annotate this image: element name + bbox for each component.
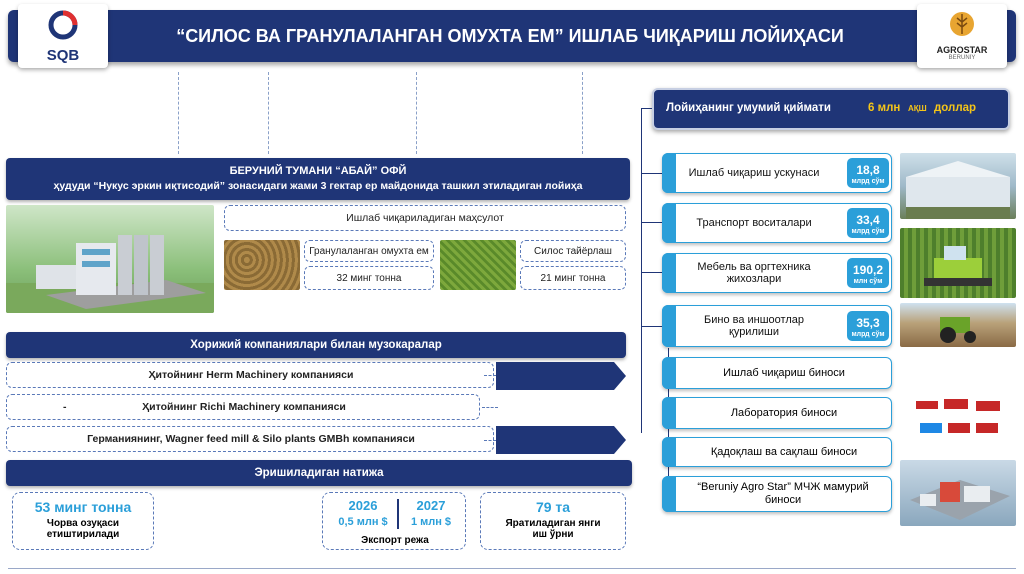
cost-item-value-box <box>847 158 889 188</box>
cost-item-unit: млрд сўм <box>851 331 885 338</box>
building-item <box>662 437 892 467</box>
export-year2: 2027 <box>416 498 446 513</box>
company-name: Ҳитойнинг Richi Machinery компанияси <box>142 401 346 413</box>
cost-item-strip <box>662 305 676 347</box>
cost-item-label: Ишлаб чиқариш ускунаси <box>688 167 820 179</box>
cost-item <box>662 203 892 243</box>
connector <box>641 326 663 327</box>
tractor-icon <box>900 303 1016 347</box>
cost-item-strip <box>662 153 676 193</box>
cost-item-unit: млрд сўм <box>851 178 885 185</box>
buildings-icon <box>900 460 1016 526</box>
connector <box>641 108 652 109</box>
connector <box>641 108 642 433</box>
tractor-photo <box>900 303 1016 347</box>
cost-item-value: 18,8 <box>856 163 880 177</box>
partners-title: Хорижий компаниялари билан музокаралар <box>6 332 626 358</box>
building-item-strip <box>662 397 676 429</box>
product-amount: 32 минг тонна <box>304 266 434 290</box>
harvester-photo <box>900 228 1016 298</box>
cost-item-label: Мебель ва оргтехника жихозлари <box>697 261 811 285</box>
company-row <box>6 394 480 420</box>
cost-item-unit: млн сўм <box>853 278 883 285</box>
equipment-photo <box>900 153 1016 219</box>
building-item-label: Қадоқлаш ва сақлаш биноси <box>710 446 858 458</box>
export-year1: 2026 <box>348 498 378 513</box>
jobs-result <box>480 492 626 550</box>
divider <box>268 72 269 154</box>
plough-icon <box>914 393 1004 443</box>
connector <box>482 407 498 408</box>
total-cost-banner <box>652 88 1010 130</box>
connector <box>484 375 496 376</box>
total-cost-unit-small: АҚШ <box>908 104 927 113</box>
cost-item-value-box <box>847 208 889 238</box>
cost-item-value-box <box>847 311 889 341</box>
total-cost-value: 6 млн <box>868 102 901 114</box>
livestock-value: 53 минг тонна <box>34 499 132 515</box>
company-name: Ҳитойнинг Herm Machinery компанияси <box>148 369 354 381</box>
livestock-label: Чорва озуқаси етиштирилади <box>46 518 120 540</box>
company-row <box>6 362 494 388</box>
export-value1: 0,5 млн $ <box>338 516 388 528</box>
cost-item-strip <box>662 253 676 293</box>
building-item-label: “Beruniy Agro Star” МЧЖ мамурий биноси <box>697 481 869 506</box>
company-row <box>6 426 494 452</box>
products-title: Ишлаб чиқариладиган маҳсулот <box>224 205 626 231</box>
building-item-label: Ишлаб чиқариш биноси <box>723 367 845 379</box>
building-item <box>662 357 892 389</box>
building-item-label: Лаборатория биноси <box>730 407 838 419</box>
greenhouse-icon <box>900 153 1016 219</box>
building-item-strip <box>662 437 676 467</box>
divider <box>8 568 1016 569</box>
divider <box>397 499 399 529</box>
connector <box>641 272 663 273</box>
cost-item <box>662 153 892 193</box>
cost-item-unit: млрд сўм <box>851 228 885 235</box>
connector <box>641 173 663 174</box>
agrostar-logo <box>917 4 1007 68</box>
sqb-logo-text: SQB <box>46 47 80 64</box>
cost-item <box>662 253 892 293</box>
location-banner <box>6 158 630 200</box>
agrostar-logo-sub: BERUNIY <box>948 55 976 61</box>
arrow-icon <box>496 362 626 390</box>
product-name: Силос тайёрлаш <box>520 240 626 262</box>
export-result <box>322 492 466 550</box>
connector <box>641 222 663 223</box>
page-title: “СИЛОС ВА ГРАНУЛАЛАНГАН ОМУХТА ЕМ” ИШЛАБ ЧИҚАРИШ ЛОЙИҲАСИ <box>176 26 844 46</box>
implements-image <box>914 393 1004 443</box>
cost-item-value: 190,2 <box>852 263 884 277</box>
agrostar-logo-text: AGROSTAR <box>936 45 988 55</box>
cost-item-strip <box>662 203 676 243</box>
export-value2: 1 млн $ <box>410 516 452 528</box>
arrow-icon <box>496 426 626 454</box>
feed-pellets-image <box>224 240 300 290</box>
divider <box>582 72 583 154</box>
total-cost-unit: доллар <box>934 102 977 114</box>
factory-icon <box>6 205 214 313</box>
location-line2: ҳудуди “Нукус эркин иқтисодий” зонасидаги жами 3 гектар ер майдонида ташкил этиладиган лойиҳа <box>53 180 583 192</box>
cost-item-value: 33,4 <box>856 213 880 227</box>
product-amount: 21 минг тонна <box>520 266 626 290</box>
company-name: Германиянинг, Wagner feed mill & Silo plants GMBh компанияси <box>87 433 415 445</box>
building-item <box>662 476 892 512</box>
wheat-icon <box>947 10 977 38</box>
building-item-strip <box>662 476 676 512</box>
location-line1: БЕРУНИЙ ТУМАНИ “АБАЙ” ОФЙ <box>229 165 407 177</box>
cost-item-label: Бино ва иншоотлар қурилиши <box>704 314 804 338</box>
building-item-strip <box>662 357 676 389</box>
site-plan-photo <box>900 460 1016 526</box>
harvester-icon <box>900 228 1016 298</box>
jobs-label: Яратиладиган янги иш ўрни <box>505 518 601 540</box>
results-title: Эришиладиган натижа <box>6 460 632 486</box>
cost-item-value: 35,3 <box>856 316 880 330</box>
building-item <box>662 397 892 429</box>
cost-item-label: Транспорт воситалари <box>696 217 812 229</box>
company-prefix: - <box>63 401 67 413</box>
divider <box>178 72 179 154</box>
jobs-value: 79 та <box>535 499 571 515</box>
cost-item-value-box <box>847 258 889 288</box>
sqb-logo-icon <box>48 10 78 40</box>
livestock-result <box>12 492 154 550</box>
export-label: Экспорт режа <box>361 535 429 546</box>
silage-image <box>440 240 516 290</box>
cost-item <box>662 305 892 347</box>
sqb-logo <box>18 4 108 68</box>
total-cost-label: Лойиҳанинг умумий қиймати <box>666 102 832 114</box>
connector <box>484 440 496 441</box>
divider <box>416 72 417 154</box>
product-name: Гранулаланган омухта ем <box>304 240 434 262</box>
plant-rendering-image <box>6 205 214 313</box>
